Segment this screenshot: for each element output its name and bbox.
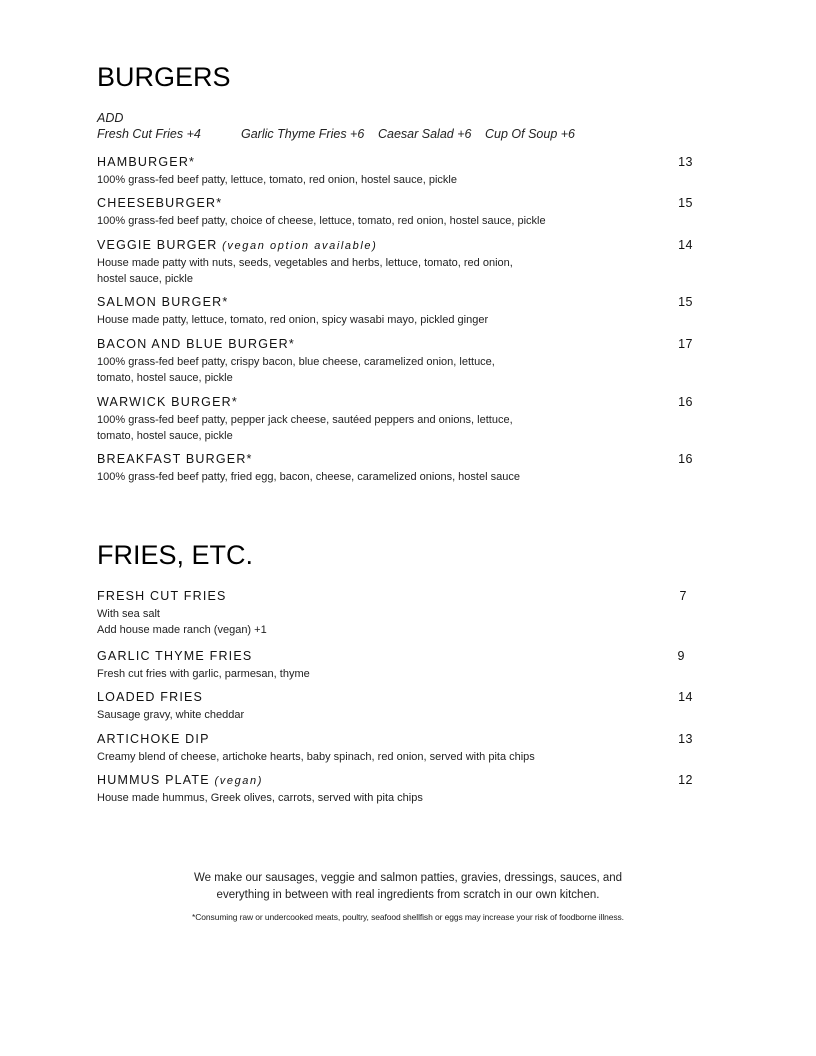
item-price: 16 xyxy=(678,452,693,466)
add-on-fresh-cut-fries: Fresh Cut Fries +4 xyxy=(97,127,201,141)
menu-item-fresh-cut-fries xyxy=(97,589,693,638)
fries-section-title: FRIES, ETC. xyxy=(97,540,254,570)
item-description xyxy=(97,213,693,229)
item-note: (vegan) xyxy=(214,775,263,787)
item-description-line: With sea salt xyxy=(97,608,160,620)
food-safety-disclaimer: *Consuming raw or undercooked meats, poultry, seafood shellfish or eggs may increase your risk of foodborne illness. xyxy=(192,912,624,922)
item-price: 14 xyxy=(678,238,693,252)
item-description-line: tomato, hostel sauce, pickle xyxy=(97,430,233,442)
menu-item-breakfast-burger xyxy=(97,452,693,485)
item-name-text: VEGGIE BURGER xyxy=(97,238,218,252)
menu-item-hamburger xyxy=(97,155,693,188)
menu-item-hummus-plate xyxy=(97,773,693,806)
item-description-line: tomato, hostel sauce, pickle xyxy=(97,372,233,384)
item-description xyxy=(97,707,693,723)
item-description xyxy=(97,469,693,485)
menu-item-loaded-fries xyxy=(97,690,693,723)
item-name: LOADED FRIES xyxy=(97,690,204,704)
menu-item-garlic-thyme-fries xyxy=(97,649,693,682)
item-description xyxy=(97,790,693,806)
item-name: GARLIC THYME FRIES xyxy=(97,649,253,663)
item-name xyxy=(97,238,377,252)
item-description xyxy=(97,312,693,328)
burgers-add-ons xyxy=(97,111,575,141)
kitchen-statement-line: everything in between with real ingredients from scratch in our own kitchen. xyxy=(216,889,600,901)
kitchen-statement-line: We make our sausages, veggie and salmon patties, gravies, dressings, sauces, and xyxy=(193,872,623,884)
item-description xyxy=(97,354,693,386)
item-note: (vegan option available) xyxy=(222,240,378,252)
item-description xyxy=(97,606,693,638)
item-name: CHEESEBURGER* xyxy=(97,196,223,210)
item-name: WARWICK BURGER* xyxy=(97,395,238,409)
add-on-cup-of-soup: Cup Of Soup +6 xyxy=(485,127,575,141)
item-description xyxy=(97,749,693,765)
item-price: 15 xyxy=(678,295,693,309)
menu-item-artichoke-dip xyxy=(97,732,693,765)
item-price: 14 xyxy=(678,690,693,704)
add-on-label: ADD xyxy=(97,111,124,125)
item-name: BREAKFAST BURGER* xyxy=(97,452,253,466)
item-description xyxy=(97,666,693,682)
item-name: SALMON BURGER* xyxy=(97,295,229,309)
item-price: 16 xyxy=(678,395,693,409)
item-description-line: House made patty with nuts, seeds, vegetables and herbs, lettuce, tomato, red onion, xyxy=(97,257,513,269)
item-name xyxy=(97,773,263,787)
item-description-line: hostel sauce, pickle xyxy=(97,273,193,285)
burgers-section-title: BURGERS xyxy=(97,62,231,92)
item-price: 12 xyxy=(678,773,693,787)
item-description-line: Sausage gravy, white cheddar xyxy=(97,709,245,721)
item-description-line: Creamy blend of cheese, artichoke hearts, baby spinach, red onion, served with pita chips xyxy=(97,751,535,763)
add-on-caesar-salad: Caesar Salad +6 xyxy=(378,127,472,141)
item-name: HAMBURGER* xyxy=(97,155,196,169)
item-description-line: Add house made ranch (vegan) +1 xyxy=(97,624,267,636)
menu-item-cheeseburger xyxy=(97,196,693,229)
item-price: 15 xyxy=(678,196,693,210)
item-description-line: 100% grass-fed beef patty, lettuce, tomato, red onion, hostel sauce, pickle xyxy=(97,174,457,186)
item-name: BACON AND BLUE BURGER* xyxy=(97,337,295,351)
item-description xyxy=(97,412,693,444)
item-price: 13 xyxy=(678,155,693,169)
item-description-line: Fresh cut fries with garlic, parmesan, thyme xyxy=(97,668,310,680)
menu-item-bacon-and-blue-burger xyxy=(97,337,693,386)
item-description-line: 100% grass-fed beef patty, crispy bacon, blue cheese, caramelized onion, lettuce, xyxy=(97,356,495,368)
item-description xyxy=(97,255,693,287)
item-name: ARTICHOKE DIP xyxy=(97,732,210,746)
item-description-line: House made patty, lettuce, tomato, red onion, spicy wasabi mayo, pickled ginger xyxy=(97,314,489,326)
item-description xyxy=(97,172,693,188)
item-description-line: 100% grass-fed beef patty, fried egg, bacon, cheese, caramelized onions, hostel sauce xyxy=(97,471,520,483)
item-price: 7 xyxy=(679,589,687,603)
kitchen-statement xyxy=(0,870,816,904)
item-price: 13 xyxy=(678,732,693,746)
item-price: 17 xyxy=(678,337,693,351)
menu-footer xyxy=(0,870,816,922)
item-name: FRESH CUT FRIES xyxy=(97,589,227,603)
item-description-line: 100% grass-fed beef patty, choice of cheese, lettuce, tomato, red onion, hostel sauce, pickle xyxy=(97,215,546,227)
item-price: 9 xyxy=(677,649,685,663)
item-name-text: HUMMUS PLATE xyxy=(97,773,210,787)
add-on-garlic-thyme-fries: Garlic Thyme Fries +6 xyxy=(241,127,365,141)
item-description-line: 100% grass-fed beef patty, pepper jack cheese, sautéed peppers and onions, lettuce, xyxy=(97,414,513,426)
menu-item-salmon-burger xyxy=(97,295,693,328)
menu-item-warwick-burger xyxy=(97,395,693,444)
item-description-line: House made hummus, Greek olives, carrots, served with pita chips xyxy=(97,792,423,804)
menu-item-veggie-burger xyxy=(97,238,693,287)
